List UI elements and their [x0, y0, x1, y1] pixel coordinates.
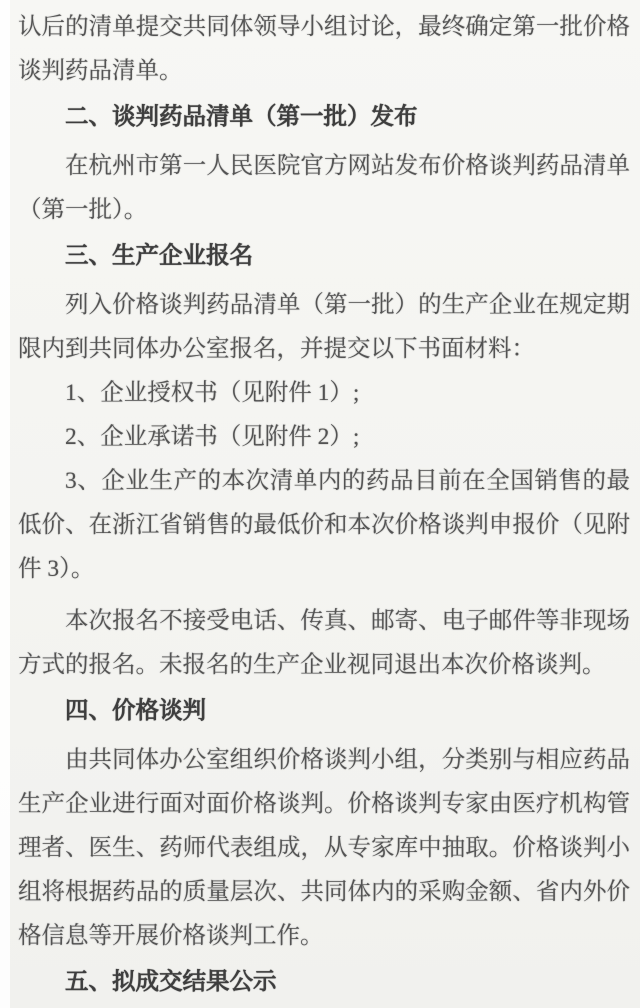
- list-item-3: 3、企业生产的本次清单内的药品目前在全国销售的最低价、在浙江省销售的最低价和本次价格谈判申报价（见附件 3）。: [18, 468, 630, 582]
- paragraph-section-4-body: 由共同体办公室组织价格谈判小组，分类别与相应药品生产企业进行面对面价格谈判。价格谈判专家由医疗机构管理者、医生、药师代表组成，从专家库中抽取。价格谈判小组将根据药品的质量层次、共同体内的采购金额、省内外价格信息等开展价格谈判工作。: [18, 747, 630, 949]
- section-heading-3: 三、生产企业报名: [65, 243, 253, 269]
- paragraph-registration-note: 本次报名不接受电话、传真、邮寄、电子邮件等非现场方式的报名。未报名的生产企业视同退出本次价格谈判。: [18, 608, 630, 678]
- section-heading-4: 四、价格谈判: [65, 698, 206, 724]
- paragraph-continuation: 认后的清单提交共同体领导小组讨论，最终确定第一批价格谈判药品清单。: [18, 14, 630, 84]
- paragraph-section-3-intro: 列入价格谈判药品清单（第一批）的生产企业在规定期限内到共同体办公室报名，并提交以下书面材料：: [18, 292, 630, 362]
- section-heading-5: 五、拟成交结果公示: [65, 969, 277, 995]
- list-item-1: 1、企业授权书（见附件 1）;: [65, 380, 360, 406]
- paragraph-section-2-body: 在杭州市第一人民医院官方网站发布价格谈判药品清单（第一批）。: [18, 153, 630, 223]
- section-heading-2: 二、谈判药品清单（第一批）发布: [65, 104, 418, 130]
- page-left-edge-highlight: [0, 0, 10, 1008]
- list-item-2: 2、企业承诺书（见附件 2）;: [65, 424, 360, 450]
